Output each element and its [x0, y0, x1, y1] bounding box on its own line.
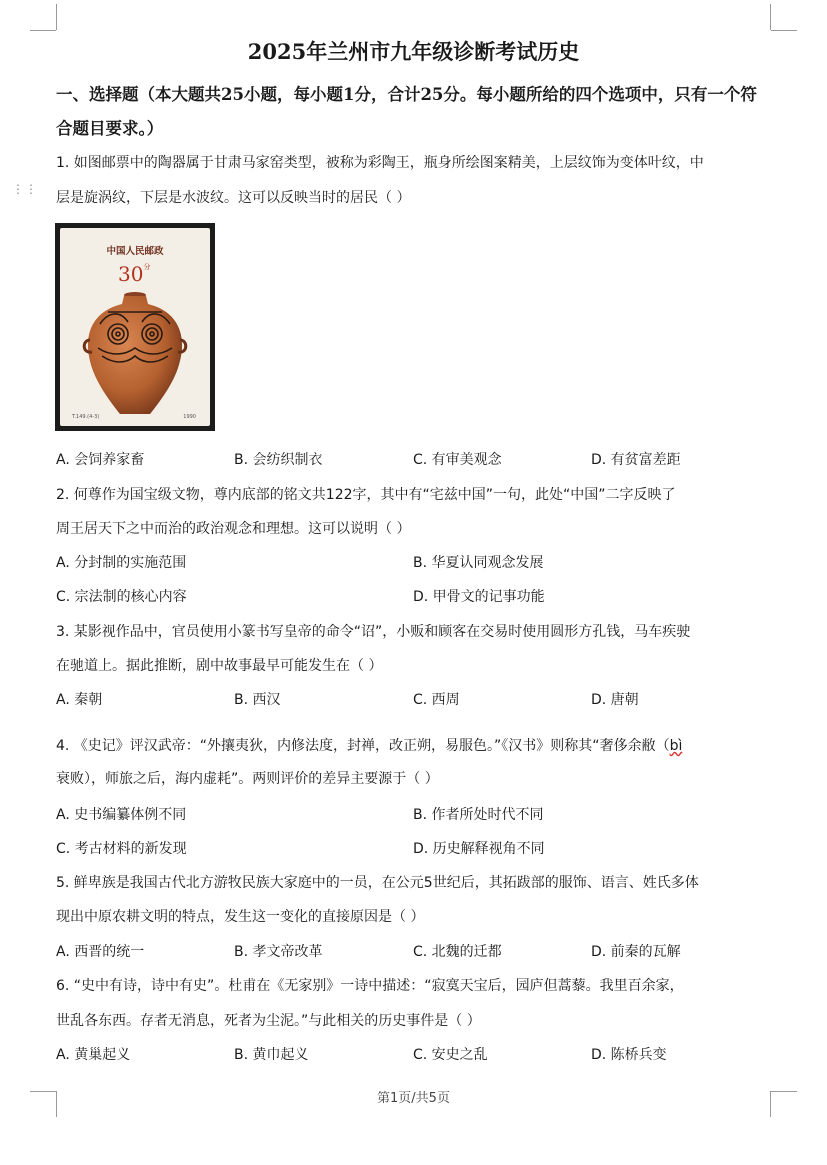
q4-line-2: 衰败），师旅之后，海内虚耗”。两则评价的差异主要源于（ ）: [56, 771, 439, 787]
q1-option-c[interactable]: C. 有审美观念: [413, 452, 502, 468]
q1-line-1: 1. 如图邮票中的陶器属于甘肃马家窑类型，被称为彩陶王，瓶身所绘图案精美，上层纹饰为变体叶纹，中: [56, 155, 704, 171]
q5-line-2: 现出中原农耕文明的特点，发生这一变化的直接原因是（ ）: [56, 909, 425, 925]
q4-option-b[interactable]: B. 作者所处时代不同: [413, 807, 544, 823]
q3-option-b[interactable]: B. 西汉: [234, 692, 281, 708]
q4-option-c[interactable]: C. 考古材料的新发现: [56, 841, 187, 857]
q4-option-a[interactable]: A. 史书编纂体例不同: [56, 807, 187, 823]
q3-option-d[interactable]: D. 唐朝: [591, 692, 639, 708]
q5-option-b[interactable]: B. 孝文帝改革: [234, 944, 323, 960]
q1-option-a[interactable]: A. 会饲养家畜: [56, 452, 145, 468]
crop-mark-top-right-h: [771, 30, 797, 31]
q5-option-c[interactable]: C. 北魏的迁都: [413, 944, 502, 960]
q4-pinyin: bì: [669, 738, 683, 754]
q6-line-1: 6. “史中有诗，诗中有史”。杜甫在《无家别》一诗中描述：“寂寞天宝后，园庐但蒿藜。我里百余家，: [56, 978, 684, 994]
q1-option-d[interactable]: D. 有贫富差距: [591, 452, 681, 468]
section-heading: 一、选择题（本大题共25小题，每小题1分，合计25分。每小题所给的四个选项中，只有一个符合题目要求。）: [56, 85, 757, 138]
q1-line-2: 层是旋涡纹，下层是水波纹。这可以反映当时的居民（ ）: [56, 190, 411, 206]
drag-handle-icon[interactable]: ⋮⋮: [12, 182, 38, 196]
crop-mark-top-left-h: [30, 30, 56, 31]
q4-option-d[interactable]: D. 历史解释视角不同: [413, 841, 545, 857]
q5-option-d[interactable]: D. 前秦的瓦解: [591, 944, 681, 960]
stamp-image: [55, 223, 215, 431]
q2-option-a[interactable]: A. 分封制的实施范围: [56, 555, 187, 571]
q5-option-a[interactable]: A. 西晋的统一: [56, 944, 145, 960]
q2-option-d[interactable]: D. 甲骨文的记事功能: [413, 589, 545, 605]
stamp-code: T.149.(4-3): [72, 414, 100, 420]
q3-option-a[interactable]: A. 秦朝: [56, 692, 103, 708]
stamp-issuer: 中国人民邮政: [106, 246, 164, 257]
q1-option-b[interactable]: B. 会纺织制衣: [234, 452, 323, 468]
q6-option-a[interactable]: A. 黄巢起义: [56, 1047, 131, 1063]
q4-line-1-text: 4. 《史记》评汉武帝：“外攘夷狄，内修法度，封禅，改正朔，易服色。”《汉书》则称其“奢侈余敝（: [56, 738, 670, 754]
stamp-value: $30^分$: [118, 262, 151, 286]
q6-option-d[interactable]: D. 陈桥兵变: [591, 1047, 667, 1063]
q6-line-2: 世乱各东西。存者无消息，死者为尘泥。”与此相关的历史事件是（ ）: [56, 1013, 481, 1029]
q6-option-b[interactable]: B. 黄巾起义: [234, 1047, 309, 1063]
q2-line-2: 周王居天下之中而治的政治观念和理想。这可以说明（ ）: [56, 521, 411, 537]
painted-pottery-jar: [60, 228, 210, 426]
q3-line-1: 3. 某影视作品中，官员使用小篆书写皇帝的命令“诏”，小贩和顾客在交易时使用圆形方孔钱，马车疾驶: [56, 624, 691, 640]
stamp-year: 1990: [183, 414, 196, 420]
q6-option-c[interactable]: C. 安史之乱: [413, 1047, 488, 1063]
q2-option-b[interactable]: B. 华夏认同观念发展: [413, 555, 544, 571]
q3-option-c[interactable]: C. 西周: [413, 692, 460, 708]
q4-line-1: [56, 735, 682, 755]
page-title: 2025年兰州市九年级诊断考试历史: [247, 39, 580, 64]
q3-line-2: 在驰道上。据此推断，剧中故事最早可能发生在（ ）: [56, 658, 383, 674]
q2-option-c[interactable]: C. 宗法制的核心内容: [56, 589, 187, 605]
page-footer: 第1页/共5页: [377, 1091, 450, 1106]
crop-mark-top-left-v: [56, 4, 57, 30]
crop-mark-top-right-v: [770, 4, 771, 30]
q5-line-1: 5. 鲜卑族是我国古代北方游牧民族大家庭中的一员，在公元5世纪后，其拓跋部的服饰、语言、姓氏多体: [56, 875, 699, 891]
q2-line-1: 2. 何尊作为国宝级文物，尊内底部的铭文共122字，其中有“宅兹中国”一句，此处“中国”二字反映了: [56, 487, 676, 503]
